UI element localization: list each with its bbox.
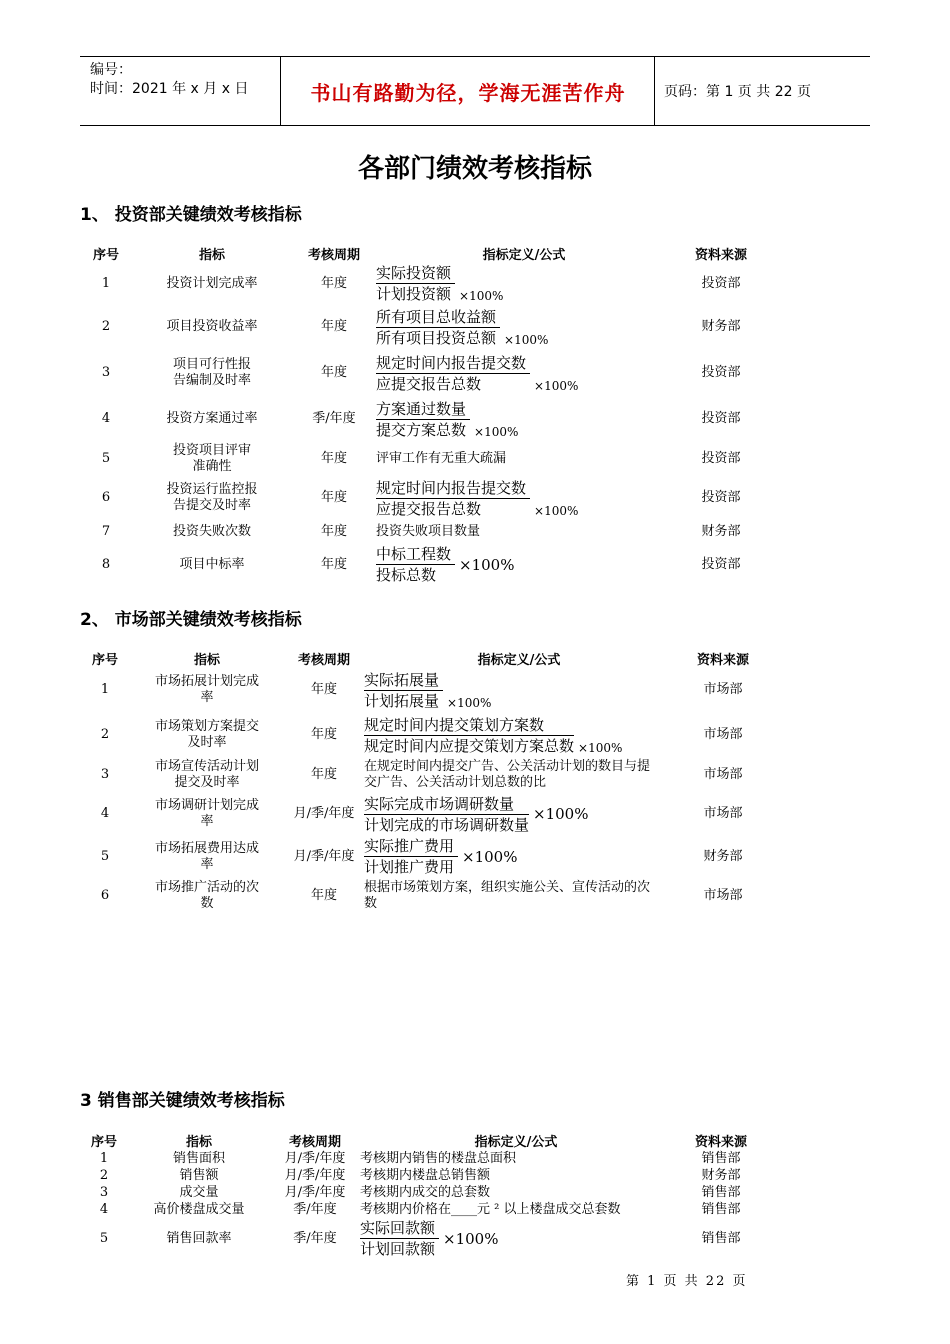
row-index (80, 836, 130, 877)
row-source (672, 396, 770, 442)
source-value: 销售部 (701, 1201, 741, 1217)
table-header-row (80, 243, 770, 263)
formula-multiplier: ×100% (578, 740, 623, 755)
row-index (80, 350, 132, 396)
header-meta (90, 61, 282, 99)
period-value: 年度 (320, 275, 347, 291)
indicator-name: 项目中标率 (179, 556, 245, 572)
indicator-name: 项目投资收益率 (166, 319, 258, 334)
col-header-source: 资料来源 (694, 1135, 747, 1150)
col-header-period: 考核周期 (297, 652, 350, 668)
formula-fraction (364, 670, 443, 711)
row-index-value: 2 (101, 319, 111, 334)
formula-denominator: 规定时间内应提交策划方案总数 (364, 736, 575, 755)
row-index-value: 1 (100, 682, 110, 697)
col-header-period: 考核周期 (307, 247, 360, 263)
row-index-value: 2 (100, 727, 110, 742)
source-value: 投资部 (701, 556, 741, 572)
row-definition (364, 712, 674, 758)
period-value: 月/季/年度 (293, 848, 355, 864)
table-row (80, 1150, 770, 1167)
formula-denominator: 应提交报告总数 (376, 374, 482, 393)
source-value: 投资部 (701, 451, 741, 466)
formula-denominator: 计划回款额 (360, 1240, 436, 1258)
period-value: 月/季/年度 (284, 1150, 346, 1166)
table-row (80, 1167, 770, 1184)
formula-multiplier: ×100% (504, 332, 549, 347)
period-value: 年度 (310, 767, 337, 782)
table-row (80, 836, 772, 877)
table-row (80, 396, 770, 442)
row-source (672, 442, 770, 476)
row-indicator-name (130, 668, 284, 712)
kpi-table-sales (80, 1131, 770, 1259)
indicator-name: 销售面积 (172, 1150, 225, 1166)
table-row (80, 712, 772, 758)
row-index-value: 3 (101, 365, 111, 380)
row-definition (376, 520, 672, 544)
row-period (284, 712, 364, 758)
row-index (80, 442, 132, 476)
row-indicator-name (132, 396, 292, 442)
col-header-period: 考核周期 (288, 1135, 341, 1150)
formula-fraction (376, 353, 530, 394)
source-value: 财务部 (701, 524, 741, 539)
definition-text: 投资失败项目数量 (376, 524, 481, 539)
formula-denominator: 计划投资额 (376, 285, 452, 303)
row-indicator-name (128, 1150, 270, 1167)
row-period (292, 544, 376, 585)
formula-denominator: 应提交报告总数 (376, 499, 482, 518)
row-definition (376, 396, 672, 442)
row-period (284, 792, 364, 836)
row-index-value: 4 (100, 806, 110, 821)
col-header-definition: 指标定义/公式 (474, 1135, 558, 1150)
row-definition (364, 792, 674, 836)
row-index-value: 6 (100, 888, 110, 903)
row-index (80, 1184, 128, 1201)
page-indicator: 页码：第 1 页 共 22 页 (664, 84, 811, 100)
row-indicator-name (132, 520, 292, 544)
formula-numerator: 规定时间内报告提交数 (376, 478, 530, 499)
formula-multiplier: ×100% (447, 695, 492, 710)
row-index (80, 1167, 128, 1184)
row-definition (364, 836, 674, 877)
period-value: 月/季/年度 (293, 806, 355, 821)
formula-multiplier: ×100% (459, 289, 504, 303)
row-definition (360, 1167, 672, 1184)
row-definition (376, 476, 672, 520)
header-motto: 书山有路勤为径，学海无涯苦作舟 (310, 80, 626, 105)
indicator-name: 投资运行监控报告提交及时率 (166, 482, 258, 513)
row-indicator-name (130, 758, 284, 792)
formula-numerator: 实际投资额 (376, 263, 455, 284)
row-index-value: 5 (101, 451, 111, 466)
source-value: 财务部 (701, 319, 741, 334)
row-index-value: 4 (101, 411, 111, 426)
row-indicator-name (132, 350, 292, 396)
source-value: 投资部 (701, 275, 741, 291)
row-period (292, 263, 376, 304)
row-source (672, 544, 770, 585)
formula-numerator: 实际拓展量 (364, 670, 443, 691)
period-value: 年度 (320, 365, 347, 380)
table-row (80, 877, 772, 915)
indicator-name: 市场宣传活动计划提交及时率 (155, 759, 260, 790)
table-row (80, 668, 772, 712)
row-index-value: 5 (100, 848, 110, 864)
row-source (672, 263, 770, 304)
period-value: 年度 (320, 319, 347, 334)
table-row (80, 520, 770, 544)
indicator-name: 投资计划完成率 (166, 275, 258, 291)
formula-multiplier: ×100% (459, 555, 515, 574)
row-period (292, 396, 376, 442)
formula-numerator: 规定时间内报告提交数 (376, 353, 530, 374)
source-value: 财务部 (701, 1167, 741, 1183)
row-definition (376, 442, 672, 476)
source-value: 投资部 (701, 490, 741, 505)
row-source (674, 758, 772, 792)
row-source (672, 1150, 770, 1167)
row-source (672, 520, 770, 544)
row-indicator-name (132, 442, 292, 476)
row-definition (360, 1201, 672, 1218)
col-header-index: 序号 (90, 1135, 117, 1150)
row-index-value: 3 (100, 767, 110, 782)
formula-fraction (360, 1218, 439, 1259)
row-definition (360, 1184, 672, 1201)
row-index-value: 1 (99, 1150, 109, 1166)
row-index (80, 476, 132, 520)
row-period (270, 1184, 360, 1201)
row-indicator-name (128, 1218, 270, 1259)
row-index-value: 2 (99, 1167, 109, 1183)
row-index (80, 1150, 128, 1167)
row-source (672, 1184, 770, 1201)
source-value: 投资部 (701, 365, 741, 380)
col-header-index: 序号 (92, 247, 119, 263)
period-value: 月/季/年度 (284, 1184, 346, 1200)
row-period (284, 836, 364, 877)
page-footer: 第 1 页 共 22 页 (626, 1274, 748, 1289)
indicator-name: 市场推广活动的次数 (155, 880, 260, 911)
row-index (80, 668, 130, 712)
indicator-name: 市场拓展计划完成率 (155, 674, 260, 705)
indicator-name: 投资失败次数 (172, 524, 251, 539)
row-source (674, 836, 772, 877)
table-row (80, 1218, 770, 1259)
formula-numerator: 方案通过数量 (376, 399, 470, 420)
formula-denominator: 计划完成的市场调研数量 (364, 815, 530, 834)
table-header-row (80, 648, 772, 668)
row-indicator-name (130, 877, 284, 915)
section-heading: 2、 市场部关键绩效考核指标 (80, 610, 302, 630)
definition-text: 考核期内销售的楼盘总面积 (360, 1150, 517, 1166)
source-value: 市场部 (703, 806, 743, 821)
row-period (284, 758, 364, 792)
period-value: 月/季/年度 (284, 1167, 346, 1183)
row-period (292, 520, 376, 544)
formula-fraction (376, 263, 455, 304)
row-definition (376, 304, 672, 350)
row-indicator-name (130, 792, 284, 836)
header-divider (654, 57, 655, 125)
formula-multiplier: ×100% (534, 378, 579, 393)
formula-fraction (364, 794, 529, 835)
table-row (80, 758, 772, 792)
formula-denominator: 计划推广费用 (364, 858, 455, 876)
row-index (80, 877, 130, 915)
table-row (80, 792, 772, 836)
table-row (80, 1184, 770, 1201)
col-header-indicator: 指标 (193, 652, 220, 668)
indicator-name: 市场策划方案提交及时率 (155, 719, 260, 750)
row-period (292, 350, 376, 396)
source-value: 销售部 (701, 1184, 741, 1200)
source-value: 市场部 (703, 888, 743, 903)
formula-numerator: 实际完成市场调研数量 (364, 794, 529, 815)
formula-denominator: 所有项目投资总额 (376, 328, 497, 347)
indicator-name: 销售额 (179, 1167, 219, 1183)
table-header-row (80, 1131, 770, 1150)
formula-denominator: 计划拓展量 (364, 691, 440, 710)
row-source (674, 712, 772, 758)
source-value: 市场部 (703, 682, 743, 697)
source-value: 销售部 (701, 1230, 741, 1246)
formula-multiplier: ×100% (534, 503, 579, 518)
period-value: 年度 (310, 682, 337, 697)
row-indicator-name (132, 263, 292, 304)
row-indicator-name (128, 1184, 270, 1201)
formula-fraction (376, 544, 455, 585)
source-value: 市场部 (703, 727, 743, 742)
row-indicator-name (130, 836, 284, 877)
row-index (80, 396, 132, 442)
formula-multiplier: ×100% (443, 1229, 499, 1248)
row-index (80, 712, 130, 758)
formula-fraction (376, 478, 530, 519)
indicator-name: 投资项目评审准确性 (172, 443, 251, 474)
row-indicator-name (130, 712, 284, 758)
row-source (674, 668, 772, 712)
row-definition (364, 668, 674, 712)
row-index (80, 792, 130, 836)
formula-numerator: 所有项目总收益额 (376, 307, 500, 328)
formula-numerator: 中标工程数 (376, 544, 455, 565)
formula-denominator: 提交方案总数 (376, 420, 467, 439)
document-title: 各部门绩效考核指标 (357, 154, 592, 184)
formula-fraction (364, 836, 458, 877)
formula-fraction (364, 715, 574, 756)
formula-fraction (376, 399, 470, 440)
row-source (672, 1201, 770, 1218)
row-index-value: 7 (101, 524, 111, 539)
col-header-indicator: 指标 (185, 1135, 212, 1150)
row-indicator-name (128, 1167, 270, 1184)
kpi-table-investment (80, 243, 770, 585)
definition-text: 考核期内成交的总套数 (360, 1184, 491, 1200)
row-definition (360, 1218, 672, 1259)
period-value: 年度 (310, 888, 337, 903)
table-row (80, 263, 770, 304)
indicator-name: 市场拓展费用达成率 (155, 840, 260, 872)
period-value: 季/年度 (293, 1230, 337, 1246)
row-period (270, 1218, 360, 1259)
indicator-name: 项目可行性报告编制及时率 (172, 357, 251, 388)
col-header-indicator: 指标 (198, 247, 225, 263)
row-period (284, 877, 364, 915)
section-heading: 3 销售部关键绩效考核指标 (80, 1091, 285, 1111)
section-heading: 1、 投资部关键绩效考核指标 (80, 205, 302, 225)
row-indicator-name (128, 1201, 270, 1218)
formula-multiplier: ×100% (462, 847, 518, 866)
row-index (80, 758, 130, 792)
row-index-value: 4 (99, 1201, 109, 1217)
row-source (674, 792, 772, 836)
row-index (80, 544, 132, 585)
source-value: 财务部 (703, 848, 743, 864)
col-header-definition: 指标定义/公式 (482, 247, 566, 263)
col-header-index: 序号 (91, 652, 118, 668)
row-index (80, 304, 132, 350)
row-index (80, 1201, 128, 1218)
row-index (80, 263, 132, 304)
indicator-name: 投资方案通过率 (166, 411, 258, 426)
indicator-name: 销售回款率 (166, 1230, 232, 1246)
definition-text: 考核期内楼盘总销售额 (360, 1167, 491, 1183)
period-value: 年度 (310, 727, 337, 742)
row-definition (376, 263, 672, 304)
row-definition (364, 758, 674, 792)
table-row (80, 476, 770, 520)
row-index (80, 1218, 128, 1259)
definition-text: 根据市场策划方案，组织实施公关、宣传活动的次数 (364, 880, 651, 911)
row-source (672, 1218, 770, 1259)
definition-text: 评审工作有无重大疏漏 (376, 451, 507, 466)
period-value: 年度 (320, 451, 347, 466)
row-period (292, 476, 376, 520)
period-value: 季/年度 (312, 411, 356, 426)
source-value: 销售部 (701, 1150, 741, 1166)
row-period (270, 1167, 360, 1184)
indicator-name: 成交量 (179, 1184, 219, 1200)
row-period (284, 668, 364, 712)
formula-numerator: 规定时间内提交策划方案数 (364, 715, 574, 736)
formula-numerator: 实际推广费用 (364, 836, 458, 857)
indicator-name: 市场调研计划完成率 (155, 798, 260, 829)
row-definition (376, 544, 672, 585)
row-source (672, 1167, 770, 1184)
row-indicator-name (132, 476, 292, 520)
page-header (80, 56, 870, 126)
period-value: 年度 (320, 490, 347, 505)
table-row (80, 544, 770, 585)
row-index-value: 3 (99, 1184, 109, 1200)
row-definition (376, 350, 672, 396)
table-row (80, 442, 770, 476)
row-indicator-name (132, 544, 292, 585)
row-source (672, 304, 770, 350)
row-source (674, 877, 772, 915)
col-header-definition: 指标定义/公式 (477, 652, 561, 668)
period-value: 年度 (320, 556, 347, 572)
row-period (270, 1201, 360, 1218)
row-index (80, 520, 132, 544)
row-index-value: 1 (101, 275, 111, 291)
doc-number-label: 编号： (90, 62, 132, 78)
col-header-source: 资料来源 (696, 652, 749, 668)
definition-text: 考核期内价格在____元 ² 以上楼盘成交总套数 (360, 1201, 621, 1217)
period-value: 季/年度 (293, 1201, 337, 1217)
header-divider (280, 57, 281, 125)
row-period (292, 442, 376, 476)
row-period (292, 304, 376, 350)
doc-time-label: 时间：2021 年 x 月 x 日 (90, 81, 249, 97)
row-definition (364, 877, 674, 915)
source-value: 市场部 (703, 767, 743, 782)
definition-text: 在规定时间内提交广告、公关活动计划的数目与提交广告、公关活动计划总数的比 (364, 759, 651, 790)
kpi-table-marketing (80, 648, 772, 915)
formula-numerator: 实际回款额 (360, 1218, 439, 1239)
col-header-source: 资料来源 (694, 247, 747, 263)
source-value: 投资部 (701, 411, 741, 426)
row-index-value: 8 (101, 556, 111, 572)
row-definition (360, 1150, 672, 1167)
formula-fraction (376, 307, 500, 348)
indicator-name: 高价楼盘成交量 (153, 1201, 245, 1217)
formula-multiplier: ×100% (533, 805, 589, 823)
formula-multiplier: ×100% (474, 424, 519, 439)
row-indicator-name (132, 304, 292, 350)
period-value: 年度 (320, 524, 347, 539)
table-row (80, 350, 770, 396)
row-index-value: 6 (101, 490, 111, 505)
row-source (672, 476, 770, 520)
row-period (270, 1150, 360, 1167)
formula-denominator: 投标总数 (376, 566, 437, 584)
row-source (672, 350, 770, 396)
table-row (80, 304, 770, 350)
table-row (80, 1201, 770, 1218)
row-index-value: 5 (99, 1230, 109, 1246)
